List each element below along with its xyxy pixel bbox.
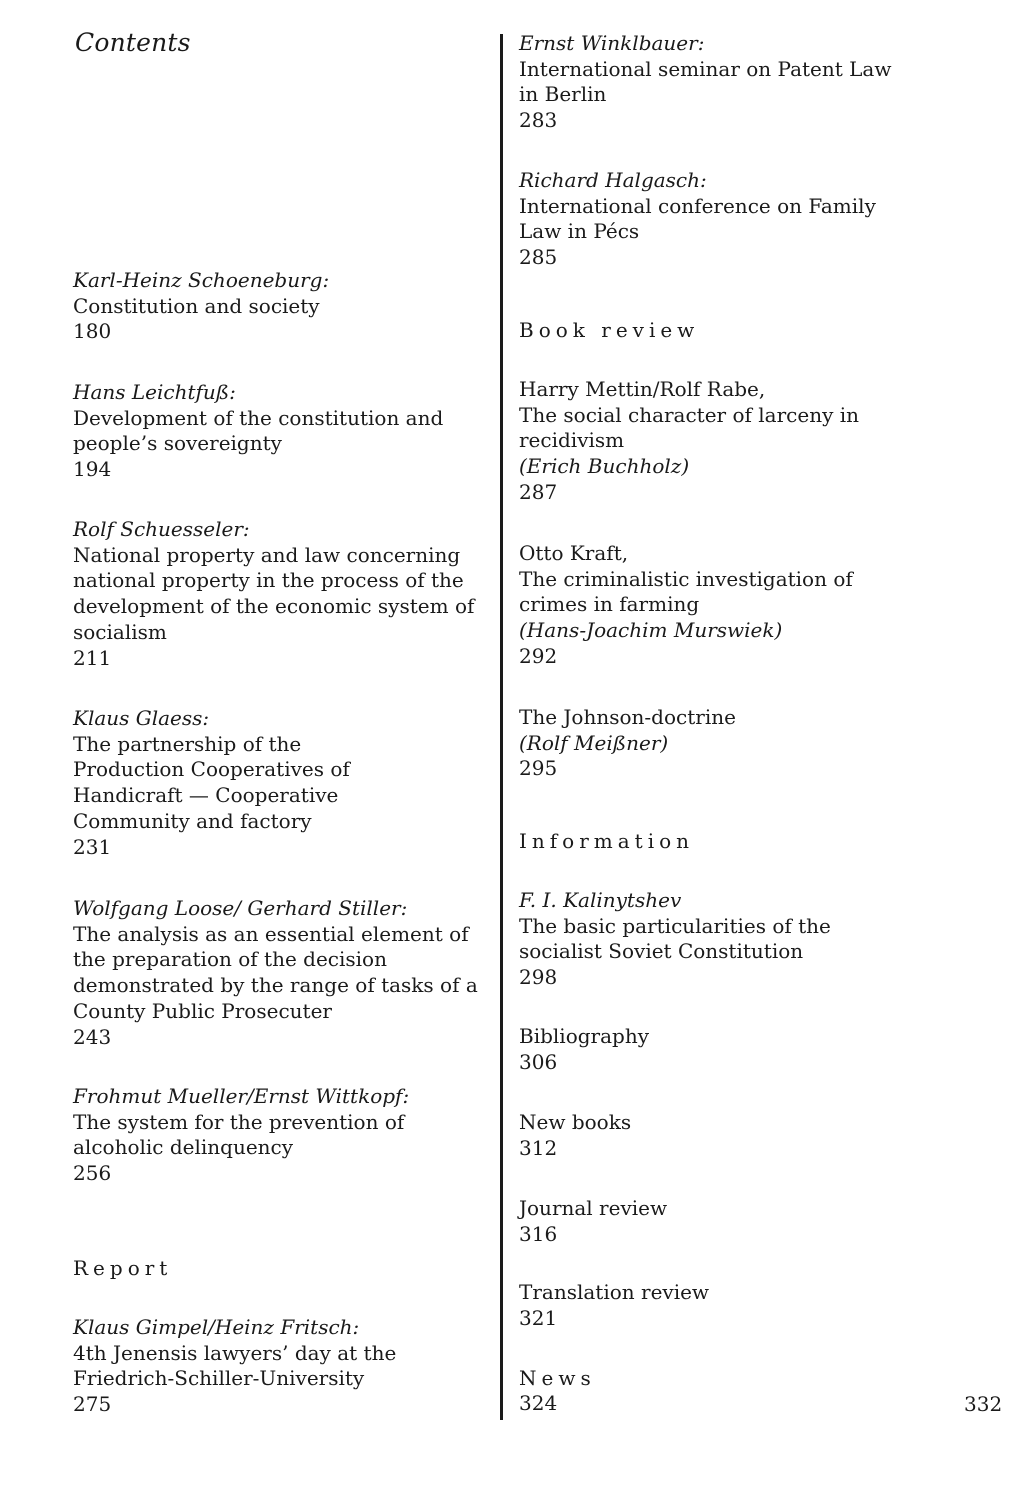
toc-entry[interactable] (519, 1280, 919, 1331)
entry-page: 292 (519, 643, 558, 668)
toc-entry[interactable] (519, 541, 909, 670)
entry-page: 316 (519, 1221, 558, 1246)
entry-title: Bibliography (519, 1024, 649, 1048)
entry-author: Hans Leichtfuß: (73, 380, 236, 404)
entry-page: 312 (519, 1135, 558, 1160)
toc-entry[interactable] (73, 380, 473, 483)
entry-page: 243 (73, 1024, 112, 1049)
entry-title: The basic particularities of the socialist Soviet Constitution (519, 913, 831, 964)
entry-title: National property and law concerning national property in the process of the development of the economic system of socialism (73, 542, 475, 644)
entry-title: Translation review (519, 1280, 710, 1304)
toc-entry[interactable] (519, 1391, 919, 1417)
entry-reviewer: (Rolf Meißner) (519, 730, 669, 755)
entry-author: F. I. Kalinytshev (519, 888, 682, 912)
column-divider (500, 34, 503, 1420)
entry-page: 256 (73, 1161, 112, 1186)
entry-page: 275 (73, 1392, 112, 1417)
toc-entry[interactable] (519, 1196, 919, 1247)
toc-entry[interactable] (519, 705, 909, 782)
entry-author: Ernst Winklbauer: (519, 31, 705, 55)
section-heading-book-review: Book review (519, 318, 700, 342)
entry-page: 231 (73, 834, 112, 859)
page-number: 332 (964, 1392, 1003, 1416)
toc-entry[interactable] (519, 888, 909, 991)
toc-entry[interactable] (519, 168, 919, 271)
entry-author: Richard Halgasch: (519, 168, 707, 192)
entry-page: 298 (519, 965, 558, 990)
entry-title: 4th Jenensis lawyers’ day at the Friedrich-Schiller-University (73, 1340, 397, 1391)
entry-author: Klaus Glaess: (73, 706, 210, 730)
page-title: Contents (75, 28, 191, 57)
entry-author: Otto Kraft, (519, 541, 629, 565)
section-heading-information: Information (519, 829, 695, 853)
entry-title: Constitution and society (73, 293, 320, 318)
toc-entry[interactable] (519, 31, 899, 134)
section-heading-news: News (519, 1366, 596, 1390)
entry-reviewer: (Hans-Joachim Murswiek) (519, 618, 783, 643)
toc-entry[interactable] (519, 1110, 919, 1161)
entry-page: 321 (519, 1305, 558, 1330)
entry-title: Journal review (519, 1196, 668, 1220)
entry-author: Karl-Heinz Schoeneburg: (73, 268, 330, 292)
entry-page: 283 (519, 108, 558, 133)
toc-entry[interactable] (519, 377, 909, 506)
entry-author: Harry Mettin/Rolf Rabe, (519, 377, 766, 401)
toc-entry[interactable] (73, 706, 403, 860)
toc-entry[interactable] (73, 517, 493, 671)
entry-title: International seminar on Patent Law in Berlin (519, 56, 892, 107)
toc-entry[interactable] (73, 1315, 473, 1418)
entry-page: 211 (73, 645, 112, 670)
entry-title: The partnership of the Production Cooperatives of Handicraft — Cooperative Community and factory (73, 731, 350, 833)
entry-title: The analysis as an essential element of the preparation of the decision demonstrated by the range of tasks of a County Public Prosecuter (73, 921, 478, 1023)
entry-page: 324 (519, 1391, 558, 1415)
entry-title: International conference on Family Law in Pécs (519, 193, 876, 244)
entry-title: The Johnson-doctrine (519, 705, 736, 729)
entry-page: 194 (73, 457, 112, 482)
entry-page: 180 (73, 319, 112, 344)
entry-title: Development of the constitution and people’s sovereignty (73, 405, 444, 456)
entry-title: The criminalistic investigation of crimes in farming (519, 566, 853, 617)
entry-title: New books (519, 1110, 632, 1134)
toc-entry[interactable] (73, 268, 493, 345)
entry-reviewer: (Erich Buchholz) (519, 454, 690, 479)
toc-entry[interactable] (519, 1024, 919, 1075)
entry-author: Klaus Gimpel/Heinz Fritsch: (73, 1315, 360, 1339)
entry-page: 287 (519, 479, 558, 504)
entry-page: 285 (519, 245, 558, 270)
entry-author: Wolfgang Loose/ Gerhard Stiller: (73, 896, 408, 920)
toc-entry[interactable] (73, 896, 493, 1050)
entry-title: The social character of larceny in recidivism (519, 402, 860, 453)
entry-page: 306 (519, 1049, 558, 1074)
entry-title: The system for the prevention of alcoholic delinquency (73, 1109, 405, 1160)
entry-page: 295 (519, 756, 558, 781)
entry-author: Rolf Schuesseler: (73, 517, 250, 541)
section-heading-report: Report (73, 1256, 173, 1280)
toc-entry[interactable] (73, 1084, 473, 1187)
entry-author: Frohmut Mueller/Ernst Wittkopf: (73, 1084, 410, 1108)
